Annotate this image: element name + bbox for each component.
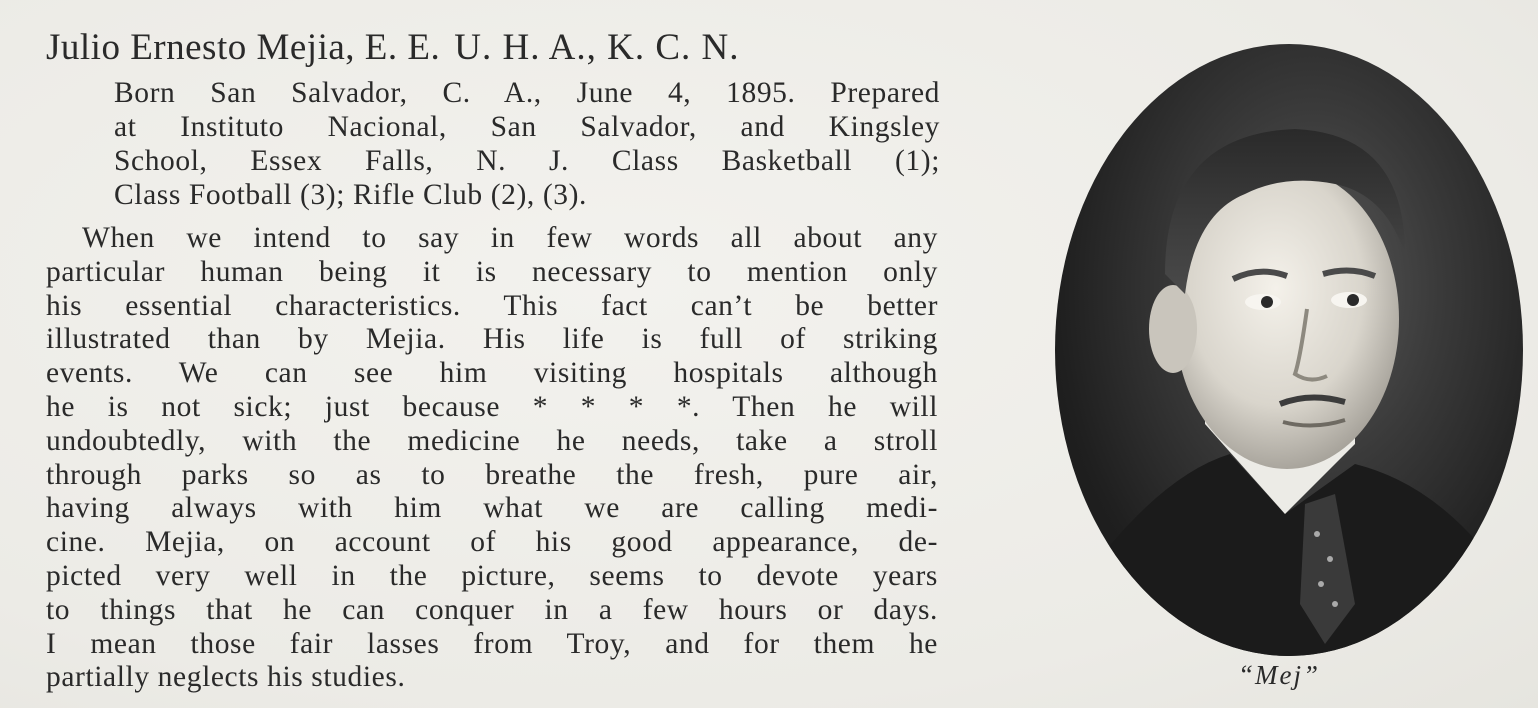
essay-line: picted very well in the picture, seems to devote years: [46, 559, 938, 592]
essay-line: having always with him what we are calling medi-: [46, 492, 938, 525]
biography-paragraph: [46, 222, 938, 695]
essay-line: particular human being it is necessary to mention only: [46, 255, 938, 288]
essay-line: cine. Mejia, on account of his good appearance, de-: [46, 526, 938, 559]
essay-line: illustrated than by Mejia. His life is full of striking: [46, 323, 938, 356]
record-line: School, Essex Falls, N. J. Class Basketball (1);: [114, 145, 940, 177]
student-record: [114, 76, 940, 212]
record-line: at Instituto Nacional, San Salvador, and Kingsley: [114, 111, 940, 143]
record-line: Class Football (3); Rifle Club (2), (3).: [114, 179, 588, 211]
portrait-illustration: [1055, 44, 1523, 656]
essay-line: partially neglects his studies.: [46, 661, 406, 694]
essay-line: he is not sick; just because * * * *. Then he will: [46, 390, 938, 423]
essay-line: I mean those fair lasses from Troy, and for them he: [46, 627, 938, 660]
essay-line: undoubtedly, with the medicine he needs, take a stroll: [46, 424, 938, 457]
essay-line: to things that he can conquer in a few hours or days.: [46, 593, 938, 626]
student-heading: [46, 26, 740, 70]
essay-line: When we intend to say in few words all about any: [82, 222, 938, 254]
essay-line: through parks so as to breathe the fresh, pure air,: [46, 458, 938, 491]
student-name: Julio Ernesto Mejia, E. E.: [46, 27, 441, 68]
portrait-caption: “Mej”: [1238, 660, 1321, 690]
portrait-photo: [1055, 44, 1523, 656]
essay-line: events. We can see him visiting hospitals although: [46, 357, 938, 390]
student-societies: U. H. A., K. C. N.: [454, 27, 740, 68]
record-line: Born San Salvador, C. A., June 4, 1895. Prepared: [114, 77, 940, 109]
essay-line: his essential characteristics. This fact can’t be better: [46, 289, 938, 322]
